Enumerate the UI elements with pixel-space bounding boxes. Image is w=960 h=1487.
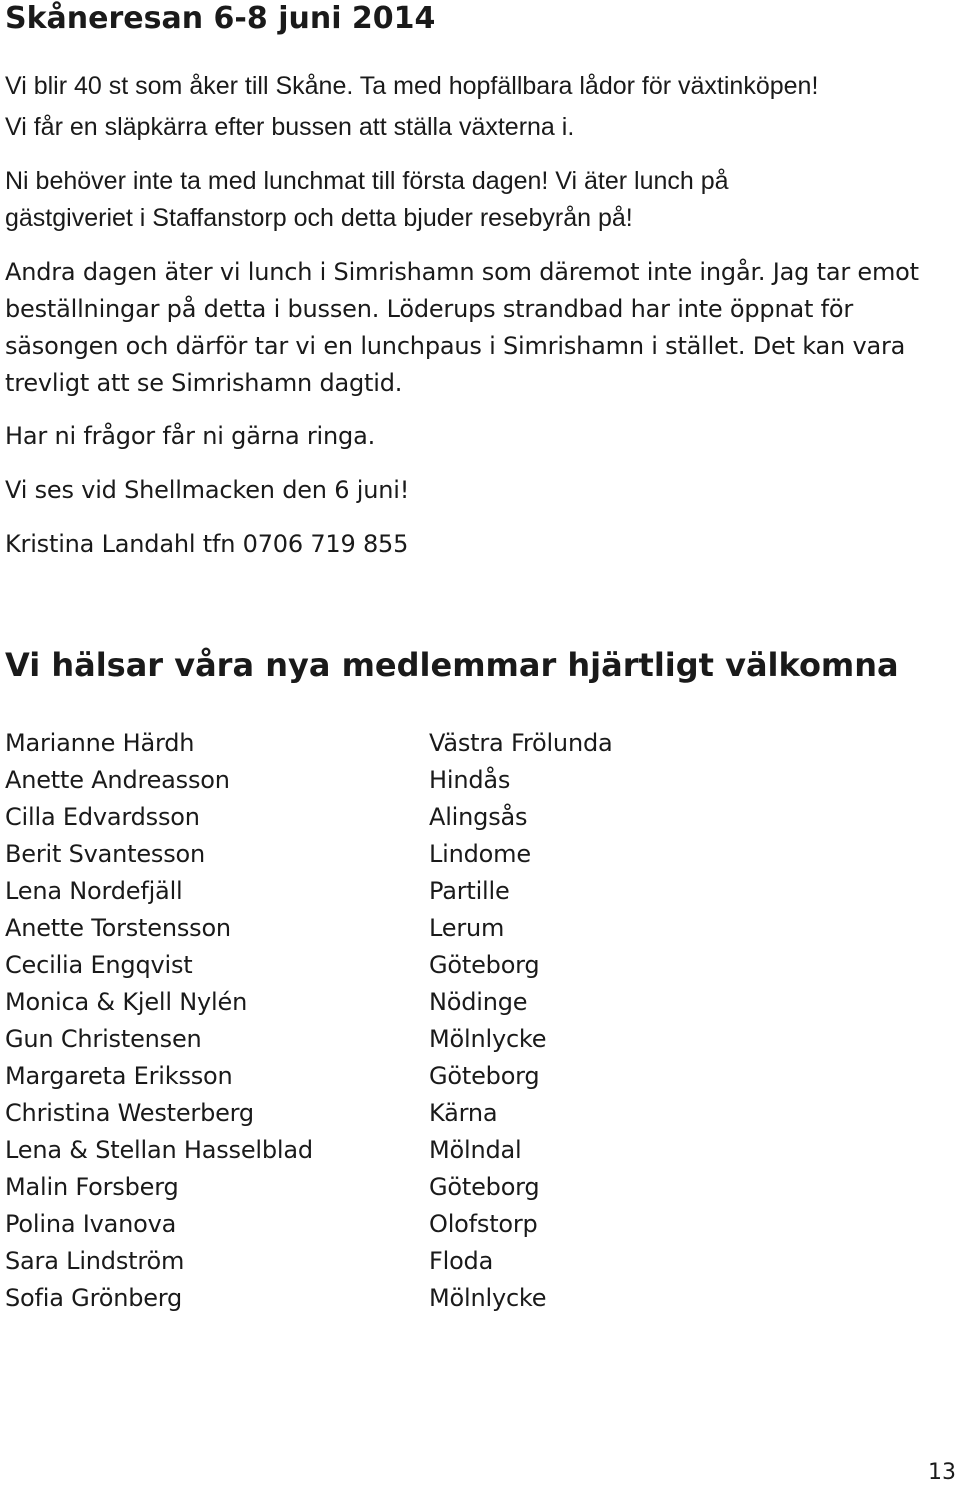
intro-line-4: gästgiveriet i Staffanstorp och detta bjuder resebyrån på! — [5, 204, 633, 232]
questions-line: Har ni frågor får ni gärna ringa. — [5, 422, 376, 450]
member-name: Berit Svantesson — [5, 840, 206, 868]
member-city: Kärna — [429, 1099, 498, 1127]
member-name: Cecilia Engqvist — [5, 951, 193, 979]
member-city: Göteborg — [429, 951, 540, 979]
member-city: Lerum — [429, 914, 505, 942]
details-line-1: Andra dagen äter vi lunch i Simrishamn som däremot inte ingår. Jag tar emot — [5, 258, 919, 286]
member-city: Hindås — [429, 766, 511, 794]
member-name: Lena & Stellan Hasselblad — [5, 1136, 313, 1164]
details-line-3: säsongen och därför tar vi en lunchpaus i Simrishamn i stället. Det kan vara — [5, 332, 906, 360]
member-name: Christina Westerberg — [5, 1099, 254, 1127]
member-name: Margareta Eriksson — [5, 1062, 233, 1090]
intro-line-2: Vi får en släpkärra efter bussen att ställa växterna i. — [5, 113, 575, 141]
member-city: Partille — [429, 877, 510, 905]
member-name: Malin Forsberg — [5, 1173, 179, 1201]
welcome-heading: Vi hälsar våra nya medlemmar hjärtligt välkomna — [5, 646, 899, 684]
page-number: 13 — [928, 1460, 956, 1485]
contact-line: Kristina Landahl tfn 0706 719 855 — [5, 530, 409, 558]
member-name: Cilla Edvardsson — [5, 803, 200, 831]
page-title: Skåneresan 6-8 juni 2014 — [5, 1, 436, 36]
member-name: Marianne Härdh — [5, 729, 195, 757]
member-city: Göteborg — [429, 1062, 540, 1090]
member-name: Anette Torstensson — [5, 914, 231, 942]
member-city: Lindome — [429, 840, 531, 868]
intro-line-1: Vi blir 40 st som åker till Skåne. Ta med hopfällbara lådor för växtinköpen! — [5, 72, 819, 100]
member-city: Floda — [429, 1247, 494, 1275]
member-city: Nödinge — [429, 988, 528, 1016]
member-name: Lena Nordefjäll — [5, 877, 183, 905]
see-you-line: Vi ses vid Shellmacken den 6 juni! — [5, 476, 410, 504]
member-name: Anette Andreasson — [5, 766, 230, 794]
member-name: Sofia Grönberg — [5, 1284, 183, 1312]
member-city: Alingsås — [429, 803, 528, 831]
member-city: Mölndal — [429, 1136, 522, 1164]
details-line-2: beställningar på detta i bussen. Löderups strandbad har inte öppnat för — [5, 295, 854, 323]
member-name: Monica & Kjell Nylén — [5, 988, 248, 1016]
details-line-4: trevligt att se Simrishamn dagtid. — [5, 369, 403, 397]
member-city: Mölnlycke — [429, 1025, 547, 1053]
member-name: Gun Christensen — [5, 1025, 202, 1053]
member-city: Göteborg — [429, 1173, 540, 1201]
member-city: Västra Frölunda — [429, 729, 613, 757]
member-city: Mölnlycke — [429, 1284, 547, 1312]
member-name: Sara Lindström — [5, 1247, 185, 1275]
intro-line-3: Ni behöver inte ta med lunchmat till första dagen! Vi äter lunch på — [5, 167, 729, 195]
member-city: Olofstorp — [429, 1210, 538, 1238]
member-name: Polina Ivanova — [5, 1210, 177, 1238]
